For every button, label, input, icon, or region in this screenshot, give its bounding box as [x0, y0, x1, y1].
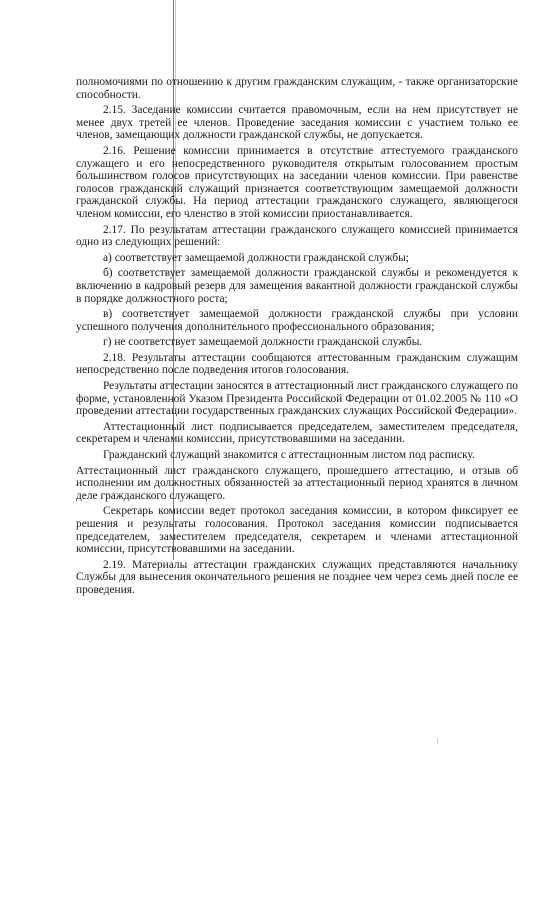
- document-body: [76, 76, 518, 600]
- paragraph: 2.16. Решение комиссии принимается в отсутствие аттестуемого гражданского служащего и его непосредственного руководителя открытым голосованием простым большинством голосов присутствующих на заседании членов комиссии. При равенстве голосов гражданский служащий признается соответствующим замещаемой должности гражданской службы. На период аттестации гражданского служащего, являющегося членом комиссии, его членство в этой комиссии приостанавливается.: [76, 144, 518, 220]
- paragraph: 2.19. Материалы аттестации гражданских служащих представляются начальнику Службы для вынесения окончательного решения не позднее чем через семь дней после ее проведения.: [76, 558, 518, 596]
- paragraph: Секретарь комиссии ведет протокол заседания комиссии, в котором фиксирует ее решения и результаты голосования. Протокол заседания комиссии подписывается председателем, заместителем председателя, секретарем и членами аттестационной комиссии, присутствовавшими на заседании.: [76, 505, 518, 556]
- paragraph: Результаты аттестации заносятся в аттестационный лист гражданского служащего по форме, установленной Указом Президента Российской Федерации от 01.02.2005 № 110 «О проведении аттестации государственных гражданских служащих Российской Федерации».: [76, 380, 518, 418]
- paragraph: Аттестационный лист гражданского служащего, прошедшего аттестацию, и отзыв об исполнении им должностных обязанностей за аттестационный период хранятся в личном деле гражданского служащего.: [76, 464, 518, 502]
- list-item: в) соответствует замещаемой должности гражданской службы при условии успешного получения дополнительного профессионального образования;: [76, 308, 518, 333]
- paragraph: Гражданский служащий знакомится с аттестационным листом под расписку.: [103, 449, 475, 462]
- paragraph: 2.17. По результатам аттестации гражданского служащего комиссией принимается одно из следующих решений:: [76, 223, 518, 249]
- paragraph: 2.15. Заседание комиссии считается правомочным, если на нем присутствует не менее двух третей ее членов. Проведение заседания комиссии с участием только ее членов, замещающих должности гражданской службы, не допускается.: [76, 104, 518, 142]
- paragraph: Аттестационный лист подписывается председателем, заместителем председателя, секретарем и членами комиссии, присутствовавшими на заседании.: [76, 420, 518, 446]
- scan-speck: [437, 738, 438, 744]
- list-item: г) не соответствует замещаемой должности гражданской службы.: [103, 336, 423, 349]
- list-item: б) соответствует замещаемой должности гражданской службы и рекомендуется к включению в кадровый резерв для замещения вакантной должности гражданской службы в порядке должностного роста;: [76, 267, 518, 305]
- paragraph: 2.18. Результаты аттестации сообщаются аттестованным гражданским служащим непосредственно после подведения итогов голосования.: [76, 351, 518, 377]
- paragraph: полномочиями по отношению к другим гражданским служащим, - также организаторские способности.: [76, 76, 518, 101]
- list-item: а) соответствует замещаемой должности гражданской службы;: [103, 251, 409, 264]
